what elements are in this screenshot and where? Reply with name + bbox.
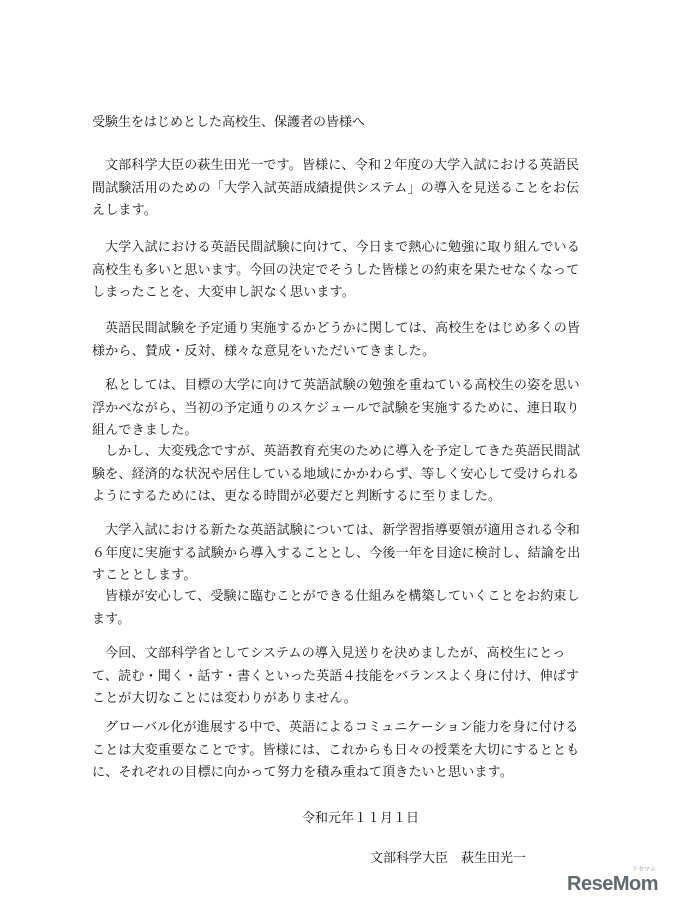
letter-signature: 文部科学大臣 萩生田光一 [370, 851, 527, 866]
logo-text: ReseMom [567, 873, 658, 895]
paragraph-2: 大学入試における英語民間試験に向けて、今日まで熱心に勉強に取り組んでいる高校生も多いと思います。今回の決定でそうした皆様との約束を果たせなくなってしまったことを、大変申し訳なく思います。 [92, 240, 580, 300]
paragraph-3: 英語民間試験を予定通り実施するかどうかに関しては、高校生をはじめ多くの皆様から、賛成・反対、様々な意見をいただいてきました。 [92, 321, 581, 359]
paragraph-8: 今回、文部科学省としてシステムの導入見送りを決めましたが、高校生にとって、読む・聞く・話す・書くといった英語４技能をバランスよく身に付け、伸ばすことが大切なことには変わりがありません。 [92, 646, 580, 706]
paragraph-5: しかし、大変残念ですが、英語教育充実のために導入を予定してきた英語民間試験を、経済的な状況や居住している地域にかかわらず、等しく安心して受けられるようにするためには、更なる時間が必要だと判断するに至りました。 [92, 444, 581, 504]
paragraph-9: グローバル化が進展する中で、英語によるコミュニケーション能力を身に付けることは大変重要なことです。皆様には、これからも日々の授業を大切にするとともに、それぞれの目標に向かって努力を積み重ねて頂きたいと思います。 [92, 720, 580, 780]
letter-date: 令和元年１１月１日 [302, 811, 420, 826]
logo-ruby: リセマム [632, 867, 656, 873]
paragraph-4: 私としては、目標の大学に向けて英語試験の勉強を重ねている高校生の姿を思い浮かべながら、当初の予定通りのスケジュールで試験を実施するために、連日取り組んできました。 [92, 378, 580, 438]
paragraph-7: 皆様が安心して、受験に臨むことができる仕組みを構築していくことをお約束します。 [92, 589, 580, 627]
paragraph-6: 大学入試における新たな英語試験については、新学習指導要領が適用される令和６年度に実施する試験から導入することとし、今後一年を目途に検討し、結論を出すこととします。 [92, 523, 581, 583]
paragraph-1: 文部科学大臣の萩生田光一です。皆様に、令和２年度の大学入試における英語民間試験活用のための「大学入試英語成績提供システム」の導入を見送ることをお伝えします。 [92, 158, 580, 218]
letter-salutation: 受験生をはじめとした高校生、保護者の皆様へ [92, 115, 366, 130]
resemom-logo [567, 867, 658, 896]
